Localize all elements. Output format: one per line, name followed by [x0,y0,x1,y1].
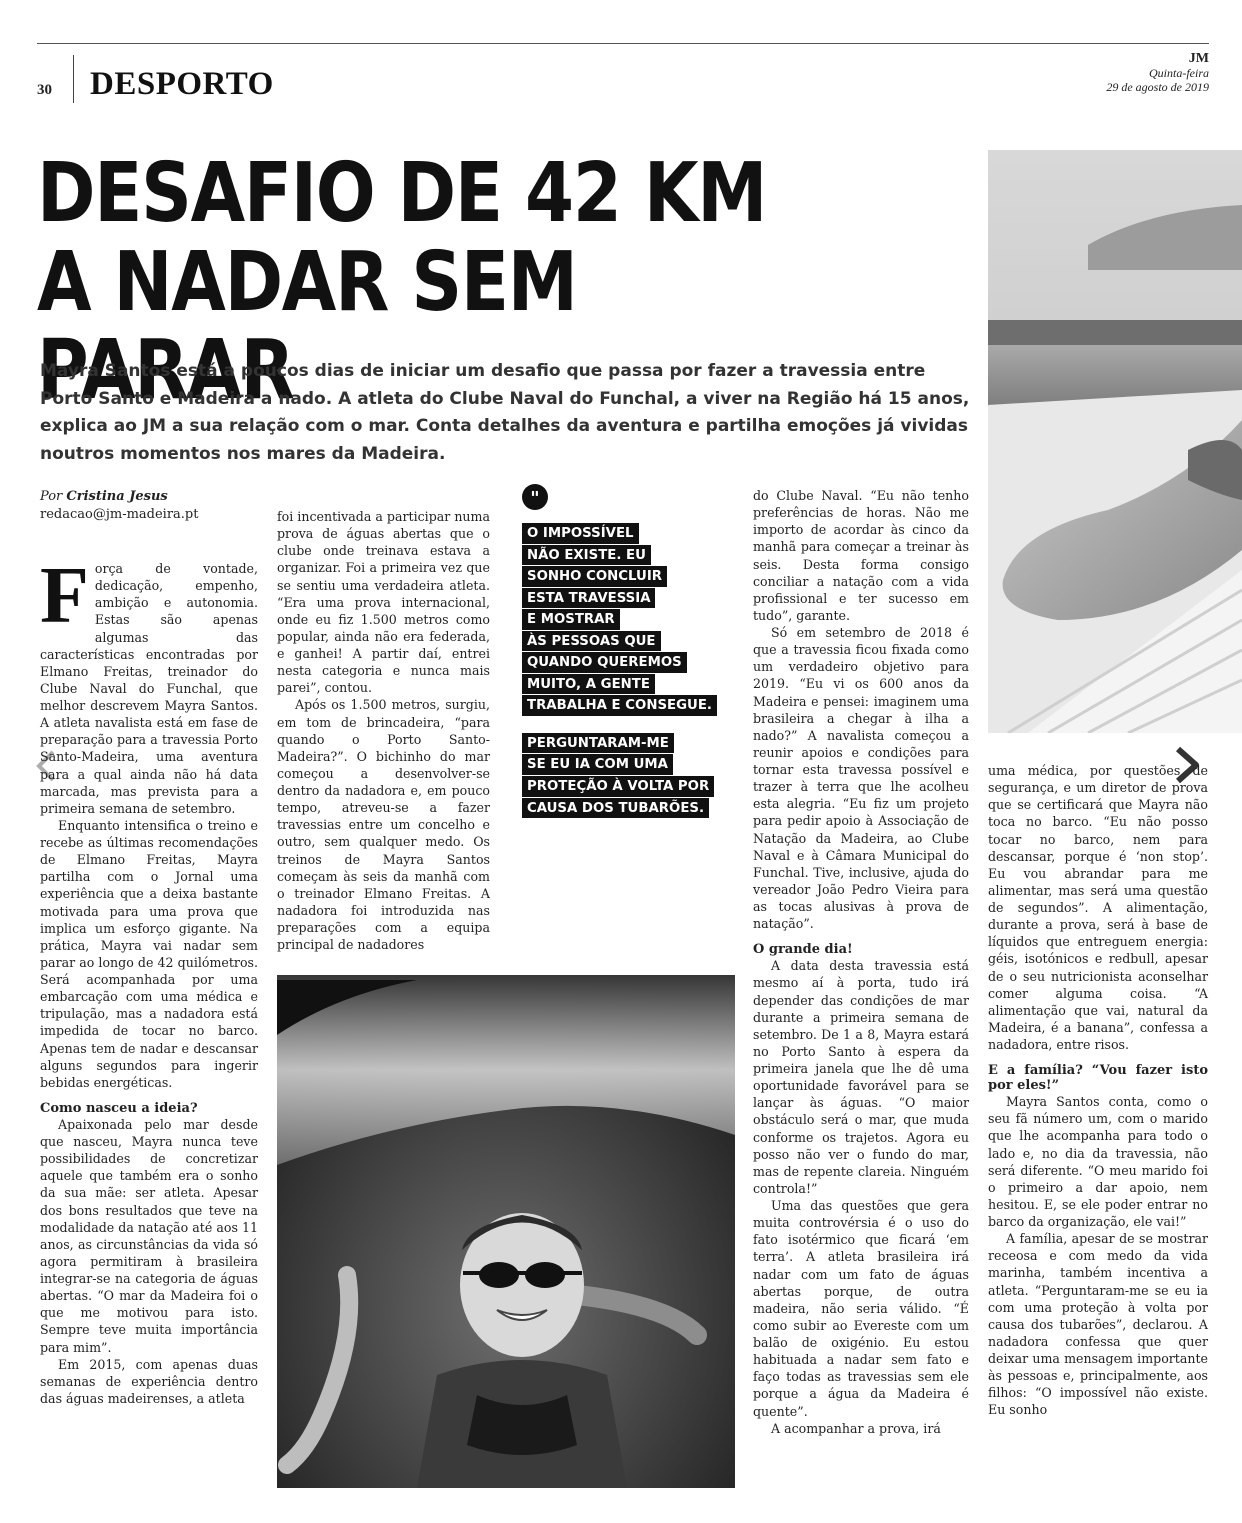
byline [40,488,265,523]
quote-line: ÀS PESSOAS QUE [522,631,661,652]
paragraph: A família, apesar de se mostrar receosa e com medo da vida marinha, também incentiva a atleta. “Perguntaram-me se eu ia com uma proteção à volta por causa dos tubarões”, declarou. A nadadora confessa que quer deixar uma mensagem importante às pessoas e, principalmente, aos filhos: “O impossível não existe. Eu sonho [988,1231,1208,1418]
byline-author: Cristina Jesus [66,489,168,504]
quote-line: TRABALHA E CONSEGUE. [522,695,717,716]
byline-prefix: Por [40,489,63,504]
paragraph: Uma das questões que gera muita controvérsia é o uso do fato isotérmico que ficará ‘em terra’. A atleta brasileira irá nadar com um fato de águas abertas porque, de outra madeira, não seria válido. “É como subir ao Evereste com um balão de oxigénio. Eu estou habituada a nadar sem fato e faço todas as travessias sem ele porque a água da Madeira é quente”. [753,1198,969,1419]
column-4 [753,487,969,1437]
paragraph: Apaixonada pelo mar desde que nasceu, Mayra nunca teve possibilidades de concretizar aquele que também era o sonho da sua mãe: ser atleta. Apesar dos bons resultados que teve na modalidade da natação até aos 11 anos, as circunstâncias da vida só agora permitiram à brasileira integrar-se na categoria de águas abertas. “O mar da Madeira foi o que me motivou para isto. Sempre teve muita importância para mim”. [40,1116,258,1355]
paragraph: Enquanto intensifica o treino e recebe as últimas recomendações de Elmano Freitas, Mayra partilha com o Jornal uma experiência que a deixa bastante motivada para uma prova que implica um esforço gigante. Na prática, Mayra vai nadar sem parar ao longo de 42 quilómetros. Será acompanhada por uma embarcação com uma médica e tripulação, mas a nadadora está impedida de tocar no barco. Apenas tem de nadar e descansar alguns segundos para ingerir bebidas energéticas. [40,817,258,1090]
paragraph: do Clube Naval. “Eu não tenho preferências de horas. Não me importo de acordar às cinco da manhã para começar a treinar às seis. Desta forma consigo conciliar a natação com a vida profissional e ter sucesso em tudo”, garante. [753,488,969,623]
quote-line: ESTA TRAVESSIA [522,588,655,609]
byline-email[interactable]: redacao@jm-madeira.pt [40,506,199,522]
section-title: DESPORTO [90,66,274,102]
pool-photo [988,150,1242,733]
quote-line: SE EU IA COM UMA [522,754,673,775]
subheading: Como nasceu a ideia? [40,1100,198,1116]
quote-line: E MOSTRAR [522,609,620,630]
header-divider [73,55,74,103]
byline-author-line [40,488,265,506]
pull-quotes [522,522,727,834]
quote-line: PROTEÇÃO À VOLTA POR [522,776,714,797]
column-5 [988,762,1208,1419]
quote-line: QUANDO QUEREMOS [522,652,687,673]
headline-line-2: A NADAR SEM PARAR [37,234,577,419]
paragraph: A acompanhar a prova, irá [771,1420,941,1436]
quote-line: SONHO CONCLUIR [522,566,667,587]
page-number: 30 [37,82,52,98]
underwater-photo [277,975,735,1488]
top-rule [37,43,1209,44]
quote-line: CAUSA DOS TUBARÕES. [522,798,709,819]
paragraph: Em 2015, com apenas duas semanas de experiência dentro das águas madeirenses, a atleta [40,1356,258,1406]
quote-line: NÃO EXISTE. EU [522,545,651,566]
issue-date: 29 de agosto de 2019 [1106,79,1209,94]
paragraph: uma médica, por questões de segurança, e um diretor de prova que se certificará que Mayra não toca no barco. “Eu não posso tocar no barco, nem para descansar, porque é ‘non stop’. Eu vou abrandar para me alimentar, mas será uma questão de segundos”. A alimentação, durante a prova, será à base de líquidos que entreguem energia: géis, isotónicos e redbull, apesar de o seu nutricionista aconselhar comer alguma coisa. “A alimentação que vai, natural da Madeira, é a banana”, confessa a nadadora, entre risos. [988,763,1208,1052]
pull-quote-1 [522,522,727,716]
quote-icon: " [522,484,548,510]
paragraph: Após os 1.500 metros, surgiu, em tom de brincadeira, “para quando o Porto Santo-Madeira?”. O bichinho do mar começou a desenvolver-se dentro da nadadora e, em pouco tempo, atreveu-se a fazer travessias entre um concelho e outro, sem qualquer medo. Os treinos de Mayra Santos começam às seis da manhã com o treinador Elmano Freitas. A nadadora foi introduzida nas preparações com a equipa principal de nadadores [277,697,490,953]
paragraph: orça de vontade, dedicação, empenho, ambição e autonomia. Estas são apenas algumas das características encontradas por Elmano Freitas, treinador do Clube Naval do Funchal, que melhor descrevem Mayra Santos. A atleta navalista está em fase de preparação para a travessia Porto Santo-Madeira, uma aventura para a qual ainda não há data marcada, mas prevista para a primeira semana de setembro. [40,561,258,816]
quote-line: O IMPOSSÍVEL [522,523,639,544]
subheading: E a família? “Vou fazer isto por eles!” [988,1063,1208,1094]
headline-line-1: DESAFIO DE 42 KM [37,146,767,241]
masthead [1106,51,1209,95]
paragraph: foi incentivada a participar numa prova de águas abertas que o clube onde treinava estava a organizar. Foi a primeira vez que se sentiu uma verdadeira atleta. “Era uma prova internacional, onde eu fiz 1.500 metros como popular, ainda não era federada, e ganhei! A partir daí, entrei nesta categoria e nunca mais parei”, contou. [277,509,490,696]
subheading: O grande dia! [753,942,853,958]
dropcap: F [40,552,89,640]
quote-line: PERGUNTARAM-ME [522,733,674,754]
brand-name: JM [1188,51,1209,66]
weekday: Quinta-feira [1149,66,1209,80]
paragraph: A data desta travessia está mesmo aí à porta, tudo irá depender das condições de mar durante a primeira semana de setembro. De 1 a 8, Mayra estará no Porto Santo à espera da primeira janela que lhe dê uma oportunidade favorável para se lançar às águas. “O maior obstáculo será o mar, que muda conforme os trajetos. Agora eu posso não ver o fundo do mar, mas de repente clareia. Ninguém controla!” [753,958,969,1196]
paragraph: Só em setembro de 2018 é que a travessia ficou fixada como um verdadeiro objetivo para 2019. “Eu vi os 600 anos da Madeira e pensei: imaginem uma brasileira a chegar à ilha a nado?” A navalista começou a reunir apoios e condições para tornar esta travessa possível e trazer à terra que lhe acolheu esta alegria. “Eu fiz um projeto para pedir apoio à Associação de Natação da Madeira, ao Clube Naval e à Câmara Municipal do Funchal. Tive, inclusive, ajuda do vereador João Pedro Vieira para as tocas alusivas à prova de natação”. [753,625,969,932]
column-2 [277,508,490,953]
pull-quote-2 [522,732,727,818]
paragraph: Mayra Santos conta, como o seu fã número um, com o marido que lhe acompanha para todo o lado e, no dia da travessia, não será diferente. “O meu marido foi o primeiro a dar apoio, nem hesitou. E, se ele poder entrar no barco da organização, ele vai!” [988,1094,1208,1229]
quote-line: MUITO, A GENTE [522,674,655,695]
column-1 [40,552,258,1407]
lead-paragraph: Mayra Santos está a poucos dias de iniciar um desafio que passa por fazer a travessia entre Porto Santo e Madeira a nado. A atleta do Clube Naval do Funchal, a viver na Região há 15 anos, explica ao JM a sua relação com o mar. Conta detalhes da aventura e partilha emoções já vividas noutros momentos nos mares da Madeira. [40,361,970,464]
